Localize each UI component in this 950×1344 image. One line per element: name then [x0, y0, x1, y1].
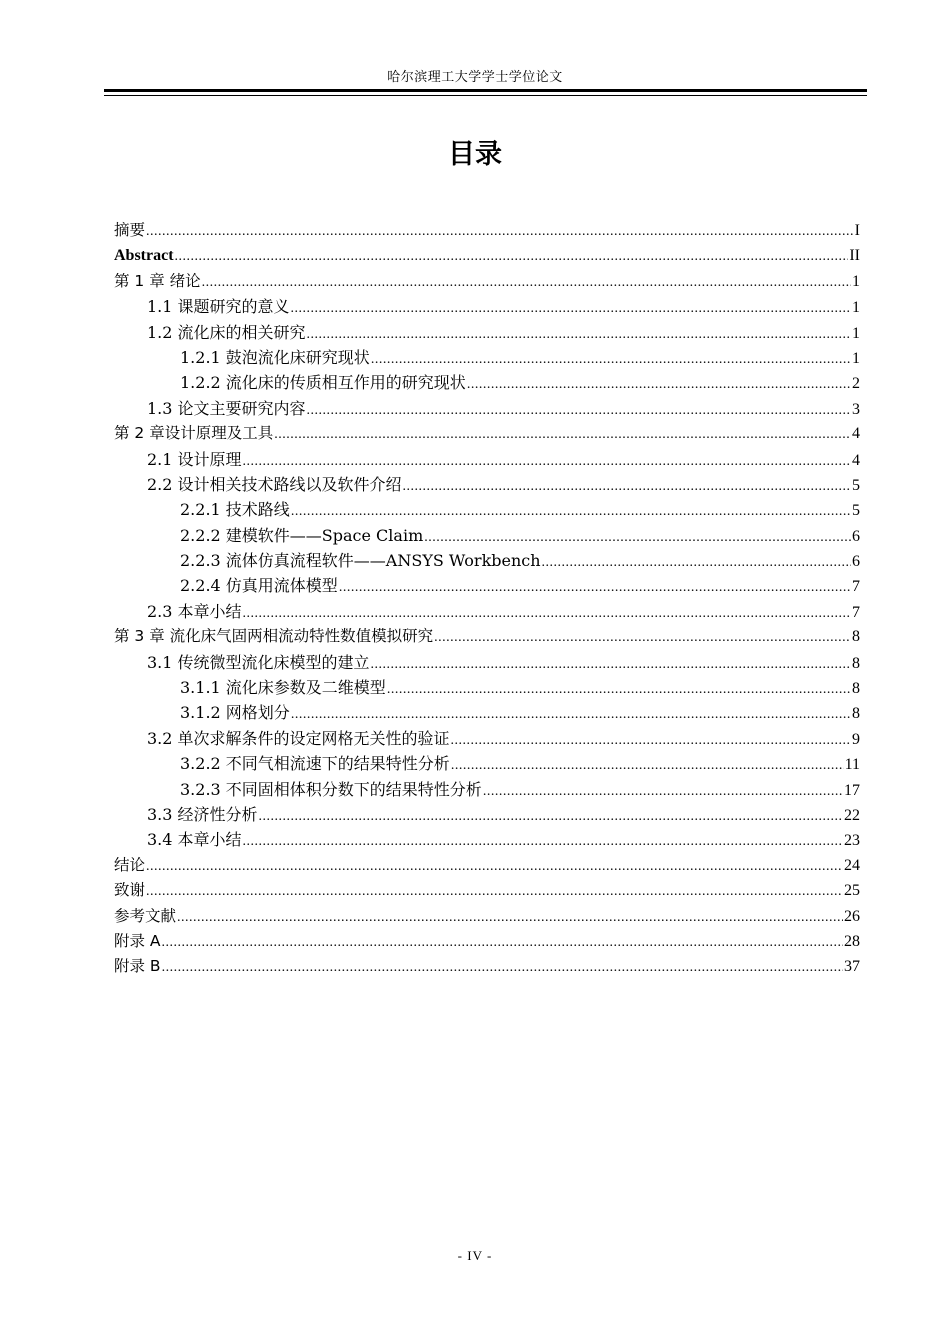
toc-entry[interactable] [114, 700, 860, 725]
toc-entry[interactable] [114, 345, 860, 370]
toc-entry-label: 3.1.1 流化床参数及二维模型 [180, 678, 386, 698]
toc-entry[interactable] [114, 421, 860, 446]
toc-dot-leader [259, 804, 843, 827]
toc-entry-label: 2.2 设计相关技术路线以及软件介绍 [147, 474, 402, 494]
toc-entry-page: 2 [852, 375, 860, 393]
toc-entry[interactable] [114, 370, 860, 395]
toc-dot-leader [387, 677, 851, 700]
toc-entry-page: 3 [852, 400, 860, 418]
toc-entry-label: 1.2 流化床的相关研究 [147, 322, 306, 342]
toc-entry-label: 3.1.2 网格划分 [180, 703, 290, 723]
page-number: - IV - [457, 1248, 493, 1263]
toc-entry-label: 第 3 章 流化床气固两相流动特性数值模拟研究 [114, 627, 434, 646]
toc-entry-page: 1 [852, 349, 860, 367]
toc-entry-page: 7 [852, 603, 860, 621]
toc-entry[interactable] [114, 726, 860, 751]
toc-entry[interactable] [114, 777, 860, 802]
toc-entry[interactable] [114, 675, 860, 700]
toc-entry[interactable] [114, 751, 860, 776]
toc-dot-leader [243, 601, 851, 624]
toc-entry-label: 2.3 本章小结 [147, 601, 242, 621]
toc-entry-label: 参考文献 [114, 906, 177, 925]
toc-dot-leader [424, 525, 851, 548]
toc-entry[interactable] [114, 650, 860, 675]
toc-dot-leader [542, 550, 851, 573]
toc-entry-page: 8 [852, 628, 860, 646]
toc-entry-page: 6 [852, 527, 860, 545]
toc-dot-leader [291, 499, 851, 522]
toc-dot-leader [451, 753, 844, 776]
toc-entry[interactable] [114, 827, 860, 852]
toc-dot-leader [371, 652, 851, 675]
toc-entry-page: 8 [852, 654, 860, 672]
toc-entry-page: 24 [844, 856, 860, 874]
toc-entry-page: I [854, 222, 860, 239]
toc-entry-label: 1.1 课题研究的意义 [147, 297, 290, 317]
toc-entry-label: 3.2.3 不同固相体积分数下的结果特性分析 [180, 779, 482, 799]
toc-dot-leader [307, 398, 851, 421]
toc-entry-label: 3.4 本章小结 [147, 830, 242, 850]
toc-entry-label: Abstract [114, 247, 174, 265]
toc-entry-page: 22 [844, 806, 860, 824]
toc-entry-label: 2.2.4 仿真用流体模型 [180, 576, 338, 596]
toc-dot-leader [175, 244, 849, 268]
header-rule-thick [104, 89, 867, 92]
toc-dot-leader [467, 372, 851, 395]
toc-entry-page: II [849, 247, 860, 265]
toc-entry-page: 26 [844, 907, 860, 925]
toc-entry-page: 17 [844, 781, 860, 799]
toc-entry[interactable] [114, 269, 860, 294]
toc-entry-page: 11 [844, 756, 860, 774]
toc-entry-label: 结论 [114, 855, 146, 874]
toc-entry[interactable] [114, 929, 860, 954]
toc-dot-leader [202, 270, 851, 294]
toc-entry-page: 8 [852, 705, 860, 723]
toc-entry-label: 2.2.2 建模软件——Space Claim [180, 525, 424, 545]
toc-entry-label: 1.2.1 鼓泡流化床研究现状 [180, 347, 370, 367]
toc-entry-label: 致谢 [114, 881, 146, 900]
toc-dot-leader [146, 879, 843, 903]
toc-entry[interactable] [114, 243, 860, 268]
toc-entry-label: 第 1 章 绪论 [114, 271, 201, 290]
toc-dot-leader [307, 322, 851, 345]
toc-dot-leader [274, 422, 851, 446]
toc-entry[interactable] [114, 523, 860, 548]
toc-entry-page: 1 [852, 272, 860, 290]
toc-entry-label: 1.2.2 流化床的传质相互作用的研究现状 [180, 373, 466, 393]
toc-dot-leader [243, 829, 843, 852]
toc-dot-leader [483, 779, 843, 802]
toc-entry-label: 2.2.1 技术路线 [180, 500, 290, 520]
toc-entry[interactable] [114, 218, 860, 243]
table-of-contents [114, 218, 860, 980]
toc-entry[interactable] [114, 954, 860, 979]
toc-entry[interactable] [114, 904, 860, 929]
toc-dot-leader [243, 449, 851, 472]
toc-entry-label: 附录 B [114, 957, 161, 976]
toc-entry-page: 25 [844, 882, 860, 900]
page-title: 目录 [448, 139, 502, 170]
toc-entry-page: 8 [852, 680, 860, 698]
toc-entry[interactable] [114, 853, 860, 878]
toc-entry-page: 4 [852, 451, 860, 469]
toc-entry-label: 3.1 传统微型流化床模型的建立 [147, 652, 370, 672]
toc-entry[interactable] [114, 396, 860, 421]
toc-entry-page: 5 [852, 502, 860, 520]
toc-entry[interactable] [114, 624, 860, 649]
toc-entry[interactable] [114, 320, 860, 345]
toc-dot-leader [339, 575, 851, 598]
toc-entry[interactable] [114, 447, 860, 472]
toc-entry-label: 附录 A [114, 931, 161, 950]
toc-entry-label: 1.3 论文主要研究内容 [147, 398, 306, 418]
toc-entry[interactable] [114, 472, 860, 497]
toc-dot-leader [403, 474, 851, 497]
toc-entry-page: 37 [844, 958, 860, 976]
toc-entry-label: 第 2 章设计原理及工具 [114, 424, 274, 443]
header-rule-thin [104, 95, 867, 96]
toc-dot-leader [146, 219, 854, 243]
toc-dot-leader [291, 296, 851, 319]
toc-dot-leader [371, 347, 851, 370]
header-title: 哈尔滨理工大学学士学位论文 [387, 70, 563, 85]
toc-entry[interactable] [114, 497, 860, 522]
toc-dot-leader [451, 728, 851, 751]
toc-entry-page: 1 [852, 299, 860, 317]
toc-entry[interactable] [114, 294, 860, 319]
toc-entry[interactable] [114, 878, 860, 903]
toc-entry-label: 摘要 [114, 221, 146, 239]
toc-dot-leader [434, 625, 851, 649]
toc-entry[interactable] [114, 573, 860, 598]
toc-entry-page: 5 [852, 476, 860, 494]
toc-dot-leader [177, 905, 843, 929]
toc-entry-page: 6 [852, 553, 860, 571]
toc-entry-label: 2.1 设计原理 [147, 449, 242, 469]
toc-entry[interactable] [114, 599, 860, 624]
toc-entry[interactable] [114, 548, 860, 573]
toc-entry-label: 3.2 单次求解条件的设定网格无关性的验证 [147, 728, 450, 748]
toc-entry-label: 3.3 经济性分析 [147, 804, 258, 824]
toc-entry[interactable] [114, 802, 860, 827]
toc-entry-label: 3.2.2 不同气相流速下的结果特性分析 [180, 754, 450, 774]
toc-entry-page: 7 [852, 578, 860, 596]
toc-dot-leader [162, 955, 843, 979]
toc-entry-page: 28 [844, 932, 860, 950]
toc-entry-page: 1 [852, 324, 860, 342]
toc-entry-label: 2.2.3 流体仿真流程软件——ANSYS Workbench [180, 551, 541, 571]
toc-entry-page: 4 [852, 425, 860, 443]
toc-entry-page: 23 [844, 832, 860, 850]
toc-dot-leader [291, 702, 851, 725]
toc-dot-leader [162, 930, 843, 954]
toc-entry-page: 9 [852, 730, 860, 748]
toc-dot-leader [146, 854, 843, 878]
